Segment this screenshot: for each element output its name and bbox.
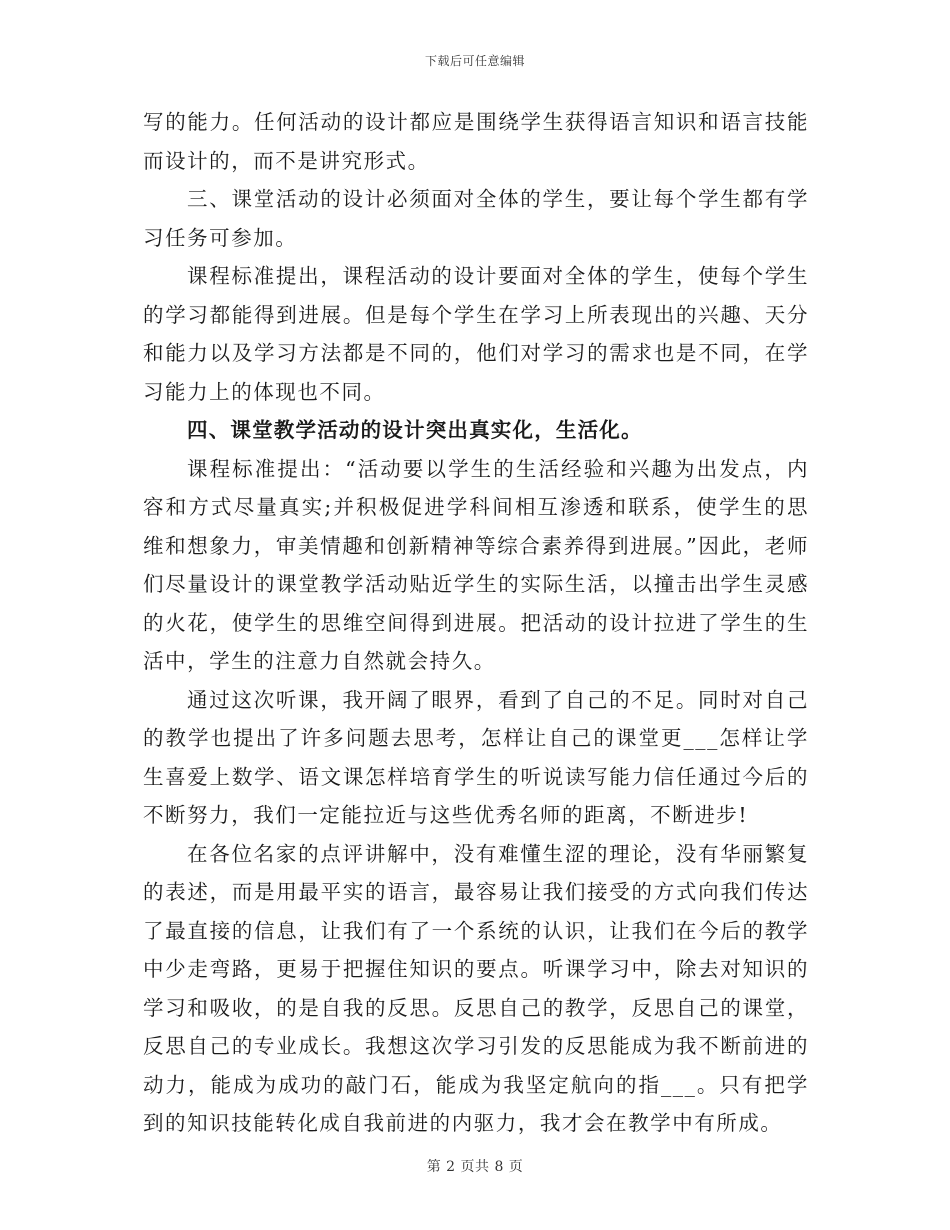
document-body xyxy=(143,103,809,1143)
paragraph-expert-comments: 在各位名家的点评讲解中，没有难懂生涩的理论，没有华丽繁复的表述，而是用最平实的语言，最容易让我们接受的方式向我们传达了最直接的信息，让我们有了一个系统的认识，让我们在今后的教学中少走弯路，更易于把握住知识的要点。听课学习中，除去对知识的学习和吸收，的是自我的反思。反思自己的教学，反思自己的课堂，反思自己的专业成长。我想这次学习引发的反思能成为我不断前进的动力，能成为成功的敲门石，能成为我坚定航向的指___。只有把学到的知识技能转化成自我前进的内驱力，我才会在教学中有所成。 xyxy=(143,841,809,1135)
page-number-footer: 第 2 页共 8 页 xyxy=(426,1159,524,1175)
section-heading-3: 三、课堂活动的设计必须面对全体的学生，要让每个学生都有学习任务可参加。 xyxy=(143,187,809,250)
section-heading-4: 四、课堂教学活动的设计突出真实化，生活化。 xyxy=(187,418,643,442)
paragraph-reflection-on-lessons: 通过这次听课，我开阔了眼界，看到了自己的不足。同时对自己的教学也提出了许多问题去思考，怎样让自己的课堂更___怎样让学生喜爱上数学、语文课怎样培育学生的听说读写能力信任通过今后的不断努力，我们一定能拉近与这些优秀名师的距离，不断进步! xyxy=(143,687,809,827)
paragraph-curriculum-standard: 课程标准提出，课程活动的设计要面对全体的学生，使每个学生的学习都能得到进展。但是每个学生在学习上所表现出的兴趣、天分和能力以及学习方法都是不同的，他们对学习的需求也是不同，在学习能力上的体现也不同。 xyxy=(143,264,809,404)
page-header: 下载后可任意编辑 xyxy=(424,54,525,68)
paragraph-continuation: 写的能力。任何活动的设计都应是围绕学生获得语言知识和语言技能而设计的，而不是讲究形式。 xyxy=(143,110,809,173)
paragraph-real-life-activities: 课程标准提出：“活动要以学生的生活经验和兴趣为出发点，内容和方式尽量真实;并积极促进学科间相互渗透和联系，使学生的思维和想象力，审美情趣和创新精神等综合素养得到进展。”因此，老师们尽量设计的课堂教学活动贴近学生的实际生活，以撞击出学生灵感的火花，使学生的思维空间得到进展。把活动的设计拉进了学生的生活中，学生的注意力自然就会持久。 xyxy=(143,456,809,673)
